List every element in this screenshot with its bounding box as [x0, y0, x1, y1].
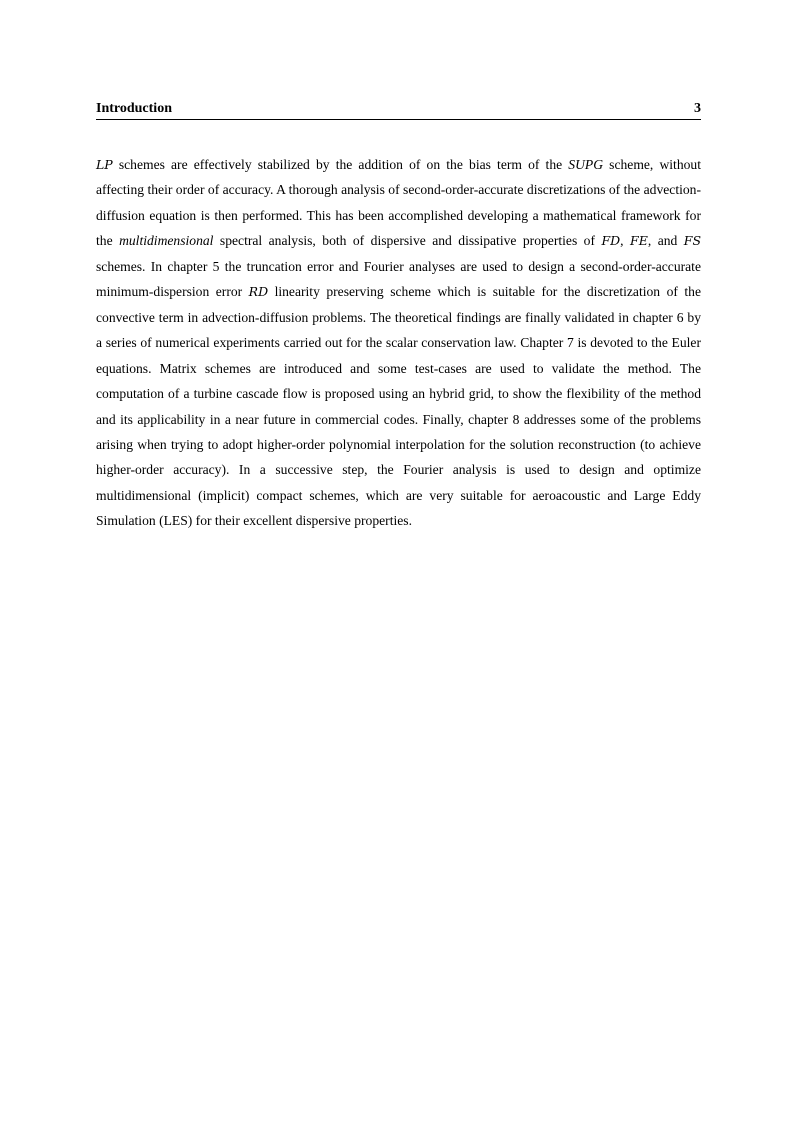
emphasis-supg: SUPG — [568, 157, 604, 172]
text-segment: schemes. In chapter 5 the truncation error and Fourier analyses are used to design a second-order-accurate minimum-dispersion error — [96, 258, 701, 300]
emphasis-multidimensional: multidimensional — [119, 233, 214, 249]
page-number: 3 — [694, 101, 701, 116]
text-segment: spectral analysis, both of dispersive and dissipative properties of — [213, 233, 602, 249]
math-symbol-rd: RD — [248, 284, 269, 300]
text-segment: linearity preserving scheme which is suitable for the discretization of the convective term in advection-diffusion problems. The theoretical findings are finally validated in chapter 6 by a series of numerical experiments carried out for the scalar conservation law. Chapter 7 is devoted to the Euler equations. Matrix schemes are introduced and some test-cases are used to validate the method. The computation of a turbine cascade flow is proposed using an hybrid grid, to show the flexibility of the method and its applicability in a near future in commercial codes. Finally, chapter 8 addresses some of the problems arising when trying to adopt higher-order polynomial interpolation for the solution reconstruction (to achieve higher-order accuracy). In a successive step, the Fourier analysis is used to design and optimize multidimensional (implicit) compact schemes, which are very suitable for aeroacoustic and Large Eddy Simulation (LES) for their excellent dispersive properties. — [96, 284, 701, 529]
running-header — [96, 100, 701, 120]
math-symbol-lp: LP — [96, 157, 113, 172]
text-segment: , and — [647, 233, 684, 249]
text-segment: , — [620, 233, 631, 249]
math-symbol-fs: FS — [683, 233, 702, 249]
text-segment: schemes are effectively stabilized by the addition of on the bias term of the — [112, 157, 569, 172]
chapter-title: Introduction — [96, 101, 172, 116]
text-segment: scheme, without affecting their order of accuracy. A thorough analysis of second-order-accurate discretizations of the advection-diffusion equation is then performed. This has been accomplished developing a mathematical framework for the — [96, 157, 701, 249]
math-symbol-fe: FE — [630, 233, 648, 249]
body-paragraph — [96, 152, 701, 534]
math-symbol-fd: FD — [601, 233, 621, 249]
